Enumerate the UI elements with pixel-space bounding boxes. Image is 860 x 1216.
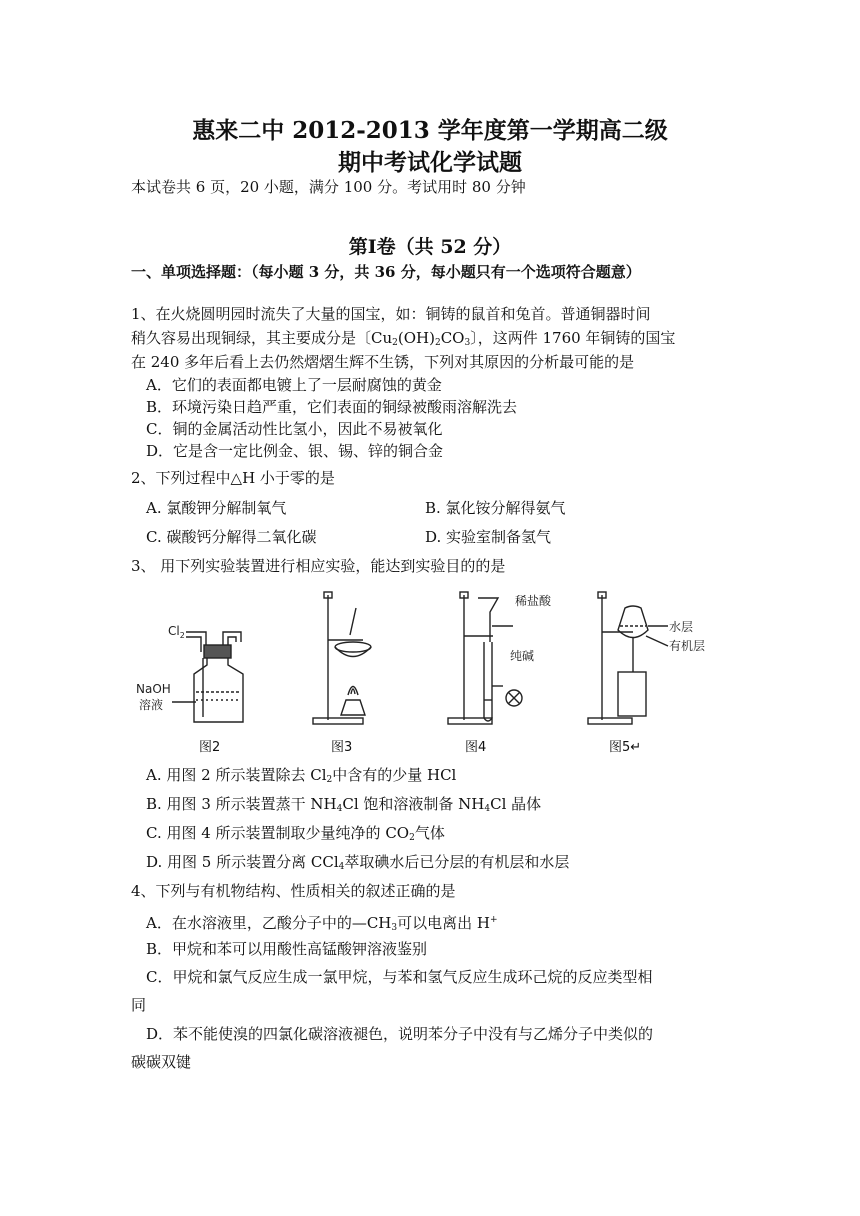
- q3-option-a: A. 用图 2 所示装置除去 $Cl_2$中含有的少量 HCl: [146, 766, 457, 785]
- q4-option-d-line1: D．苯不能使溴的四氯化碳溶液褪色，说明苯分子中没有与乙烯分子中类似的: [146, 1025, 654, 1043]
- exam-intro: 本试卷共 6 页，20 小题，满分 100 分。考试用时 80 分钟: [131, 178, 526, 196]
- q4-option-d-line2: 碳碳双键: [131, 1053, 192, 1071]
- q2-option-c: C. 碳酸钙分解得二氧化碳: [146, 528, 317, 546]
- fig2-wash-bottle: [172, 632, 243, 722]
- fig5-separatory-funnel: [588, 592, 668, 724]
- fig4-hcl-label: 稀盐酸: [515, 594, 552, 608]
- fig2-solution-label: 溶液: [139, 698, 164, 712]
- q2-option-a: A. 氯酸钾分解制氧气: [146, 499, 287, 517]
- q4-option-c-line2: 同: [131, 996, 147, 1014]
- q1-line1: 1、在火烧圆明园时流失了大量的国宝，如：铜铸的鼠首和兔首。普通铜器时间: [131, 305, 651, 323]
- exam-title-line2: 期中考试化学试题: [338, 149, 522, 176]
- q2-stem: 2、下列过程中△H 小于零的是: [131, 469, 335, 487]
- part1-heading: 第Ⅰ卷（共 52 分）: [348, 236, 512, 258]
- q1-option-c: C．铜的金属活动性比氢小，因此不易被氧化: [146, 420, 443, 438]
- fig5-caption: 图5↵: [609, 740, 642, 755]
- q1-option-a: A．它们的表面都电镀上了一层耐腐蚀的黄金: [146, 376, 442, 394]
- q3-apparatus-figure: [128, 590, 708, 755]
- q4-stem: 4、下列与有机物结构、性质相关的叙述正确的是: [131, 882, 456, 900]
- part1-instruction: 一、单项选择题：（每小题 3 分，共 36 分，每小题只有一个选项符合题意）: [131, 263, 641, 281]
- fig2-caption: 图2: [199, 740, 221, 755]
- fig3-caption: 图3: [331, 740, 353, 755]
- exam-title-line1: 惠来二中 2012-2013 学年度第一学期高二级: [192, 117, 668, 144]
- q1-line2: 稍久容易出现铜绿，其主要成分是〔$Cu_2(OH)_2CO_3$〕，这两件 1760 年铜铸的国宝: [131, 329, 676, 348]
- q1-line3: 在 240 多年后看上去仍然熠熠生辉不生锈，下列对其原因的分析最可能的是: [131, 353, 635, 371]
- q3-option-b: B. 用图 3 所示装置蒸干 $NH_4Cl$ 饱和溶液制备 $NH_4Cl$ 晶体: [146, 795, 542, 814]
- q4-option-b: B．甲烷和苯可以用酸性高锰酸钾溶液鉴别: [146, 940, 428, 958]
- fig3-evaporation-stand: [313, 592, 371, 724]
- fig2-naoh-label: NaOH: [136, 682, 171, 696]
- fig2-cl2-label: $Cl_2$: [168, 624, 185, 640]
- q4-option-c-line1: C．甲烷和氯气反应生成一氯甲烷，与苯和氢气反应生成环己烷的反应类型相: [146, 968, 653, 986]
- q1-option-d: D．它是含一定比例金、银、锡、锌的铜合金: [146, 442, 444, 460]
- q3-stem: 3、 用下列实验装置进行相应实验，能达到实验目的的是: [131, 557, 506, 575]
- q1-option-b: B．环境污染日趋严重，它们表面的铜绿被酸雨溶解洗去: [146, 398, 518, 416]
- fig5-water-layer-label: 水层: [669, 620, 694, 634]
- q2-option-b: B. 氯化铵分解得氨气: [425, 499, 566, 517]
- q2-option-d: D. 实验室制备氢气: [425, 528, 552, 546]
- fig5-organic-layer-label: 有机层: [669, 639, 706, 653]
- fig4-caption: 图4: [465, 740, 487, 755]
- q3-option-c: C. 用图 4 所示装置制取少量纯净的 $CO_2$气体: [146, 824, 445, 843]
- fig4-soda-label: 纯碱: [510, 649, 535, 663]
- q4-option-a: A．在水溶液里，乙酸分子中的$—CH_3$可以电离出 H+: [146, 914, 498, 933]
- q3-option-d: D. 用图 5 所示装置分离 CCl$_4$萃取碘水后已分层的有机层和水层: [146, 853, 570, 872]
